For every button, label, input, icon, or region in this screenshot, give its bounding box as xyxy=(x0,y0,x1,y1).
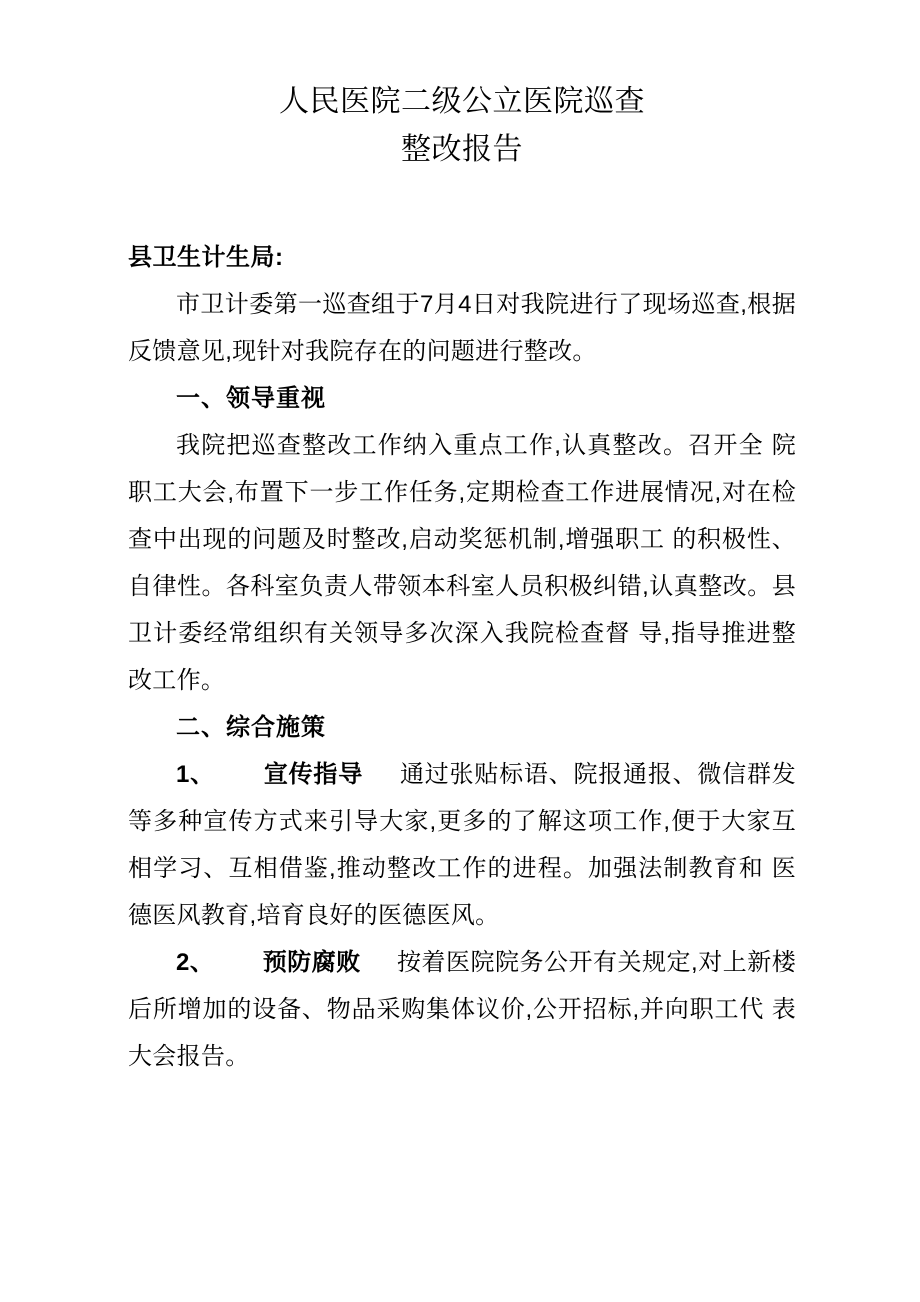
section-2-item-1 xyxy=(128,751,796,939)
item-2-label: 预防腐败 xyxy=(262,949,361,976)
item-2-number: 2、 xyxy=(176,949,215,976)
title-line-2: 整改报告 xyxy=(401,133,523,166)
item-2-text: 按着医院院务公开有关规定,对上新楼后所增加的设备、物品采购集体议价,公开招标,并向职工代 表大会报告。 xyxy=(128,949,797,1070)
title-line-1: 人民医院二级公立医院巡查 xyxy=(279,85,645,118)
section-heading-1: 一、领导重视 xyxy=(176,385,326,412)
document-body xyxy=(128,0,796,1080)
intro-paragraph: 市卫计委第一巡查组于7月4日对我院进行了现场巡查,根据反馈意见,现针对我院存在的问题进行整改。 xyxy=(128,291,796,365)
item-1-text: 通过张贴标语、院报通报、微信群发等多种宣传方式来引导大家,更多的了解这项工作,便于大家互 相学习、互相借鉴,推动整改工作的进程。加强法制教育和 医德医风教育,培育良好的医德医风。 xyxy=(128,761,797,929)
item-1-number: 1、 xyxy=(176,761,215,788)
section-2-item-2 xyxy=(128,939,796,1080)
section-1-paragraph: 我院把巡查整改工作纳入重点工作,认真整改。召开全 院职工大会,布置下一步工作任务,定期检查工作进展情况,对在检查中出现的问题及时整改,启动奖惩机制,增强职工 的积极性、自律性。各科室负责人带领本科室人员积极纠错,认真整改。县卫计委经常组织有关领导多次深入我院检查督 导,指导推进整改工作。 xyxy=(128,432,796,694)
section-heading-2: 二、综合施策 xyxy=(176,714,326,741)
salutation: 县卫生计生局: xyxy=(128,244,284,271)
document-title xyxy=(128,0,796,174)
item-1-label: 宣传指导 xyxy=(263,761,364,788)
